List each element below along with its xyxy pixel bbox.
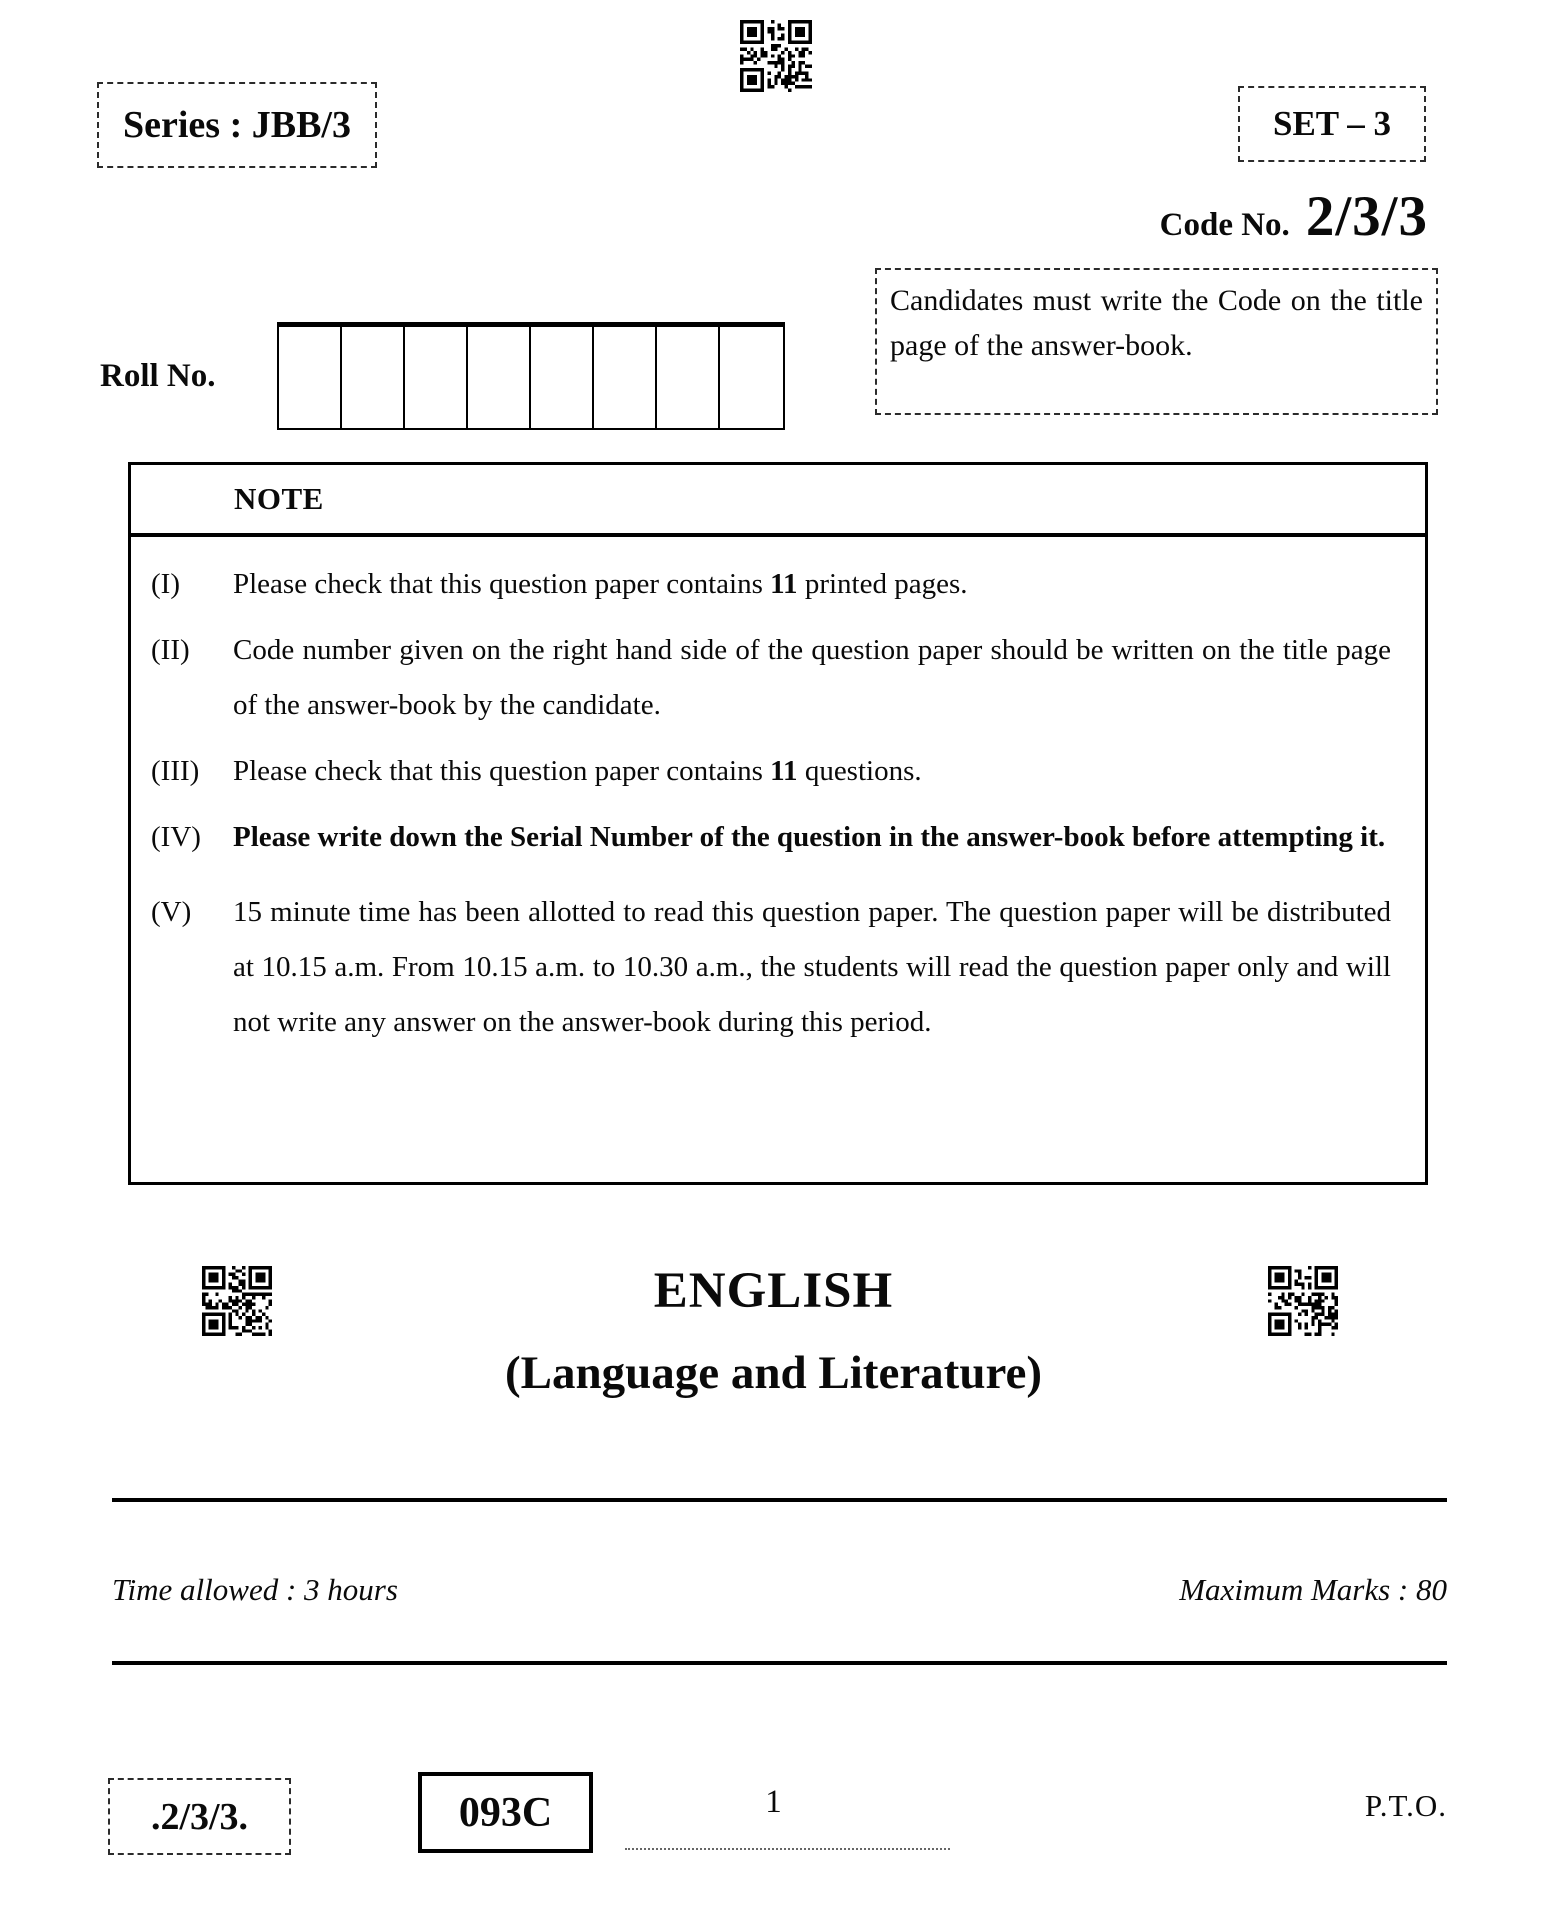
- time-allowed-text: Time allowed : 3 hours: [112, 1572, 398, 1607]
- series-label: Series : JBB/3: [123, 104, 351, 146]
- note-header: [131, 465, 1425, 537]
- pto-text: P.T.O.: [1364, 1788, 1447, 1823]
- roll-number-cell: [657, 327, 720, 428]
- note-body: [131, 537, 1425, 1050]
- code-number-value: 2/3/3: [1305, 185, 1428, 248]
- roll-number-cell: [468, 327, 531, 428]
- candidates-instruction-box: [875, 268, 1438, 415]
- note-item: [151, 623, 1391, 733]
- note-item-text: 15 minute time has been allotted to read this question paper. The question paper will be distributed at 10.15 a.m. From 10.15 a.m. to 10.30 a.m., the students will read the question paper only and will not write any answer on the answer-book during this period.: [233, 896, 1391, 1038]
- note-item: [151, 885, 1391, 1050]
- roll-number-cell: [342, 327, 405, 428]
- roll-number-cell: [531, 327, 594, 428]
- qr-code-icon: [740, 20, 812, 92]
- roll-number-cell: [720, 327, 783, 428]
- scan-artifact-line: [625, 1848, 950, 1850]
- note-box: [128, 462, 1428, 1185]
- maximum-marks-text: Maximum Marks : 80: [1179, 1572, 1447, 1607]
- series-box: [97, 82, 377, 168]
- note-title: NOTE: [234, 481, 324, 516]
- horizontal-rule: [112, 1498, 1447, 1502]
- set-label: SET – 3: [1272, 104, 1392, 143]
- subject-title: ENGLISH: [653, 1263, 894, 1319]
- candidates-instruction-text: Candidates must write the Code on the title page of the answer-book.: [890, 284, 1423, 362]
- roll-number-boxes: [277, 322, 785, 430]
- code-number-line: [1160, 184, 1428, 249]
- roll-number-cell: [405, 327, 468, 428]
- note-item-number: (V): [151, 896, 192, 928]
- page-number: 1: [765, 1784, 782, 1820]
- note-item-text: Code number given on the right hand side of the question paper should be written on the title page of the answer-book by the candidate.: [233, 634, 1391, 721]
- note-item-text: Please check that this question paper contains 11 questions.: [233, 755, 922, 787]
- roll-number-cell: [279, 327, 342, 428]
- set-box: [1238, 86, 1426, 162]
- note-item-number: (IV): [151, 821, 201, 853]
- roll-number-label: Roll No.: [100, 358, 216, 394]
- horizontal-rule: [112, 1661, 1447, 1665]
- note-item: [151, 557, 1391, 612]
- code-number-label: Code No.: [1159, 207, 1290, 243]
- roll-number-cell: [594, 327, 657, 428]
- footer-code-text: .2/3/3.: [150, 1795, 249, 1838]
- note-item-number: (III): [151, 755, 200, 787]
- exam-info-row: [112, 1572, 1447, 1608]
- note-item-text: Please write down the Serial Number of the question in the answer-book before attempting it.: [233, 821, 1386, 853]
- footer-booklet-text: 093C: [458, 1789, 553, 1836]
- subject-subtitle: (Language and Literature): [504, 1347, 1042, 1399]
- note-item: [151, 744, 1391, 799]
- note-item-number: (II): [151, 634, 190, 666]
- note-item-text: Please check that this question paper contains 11 printed pages.: [233, 568, 968, 600]
- note-item-number: (I): [151, 568, 180, 600]
- note-item: [151, 810, 1391, 865]
